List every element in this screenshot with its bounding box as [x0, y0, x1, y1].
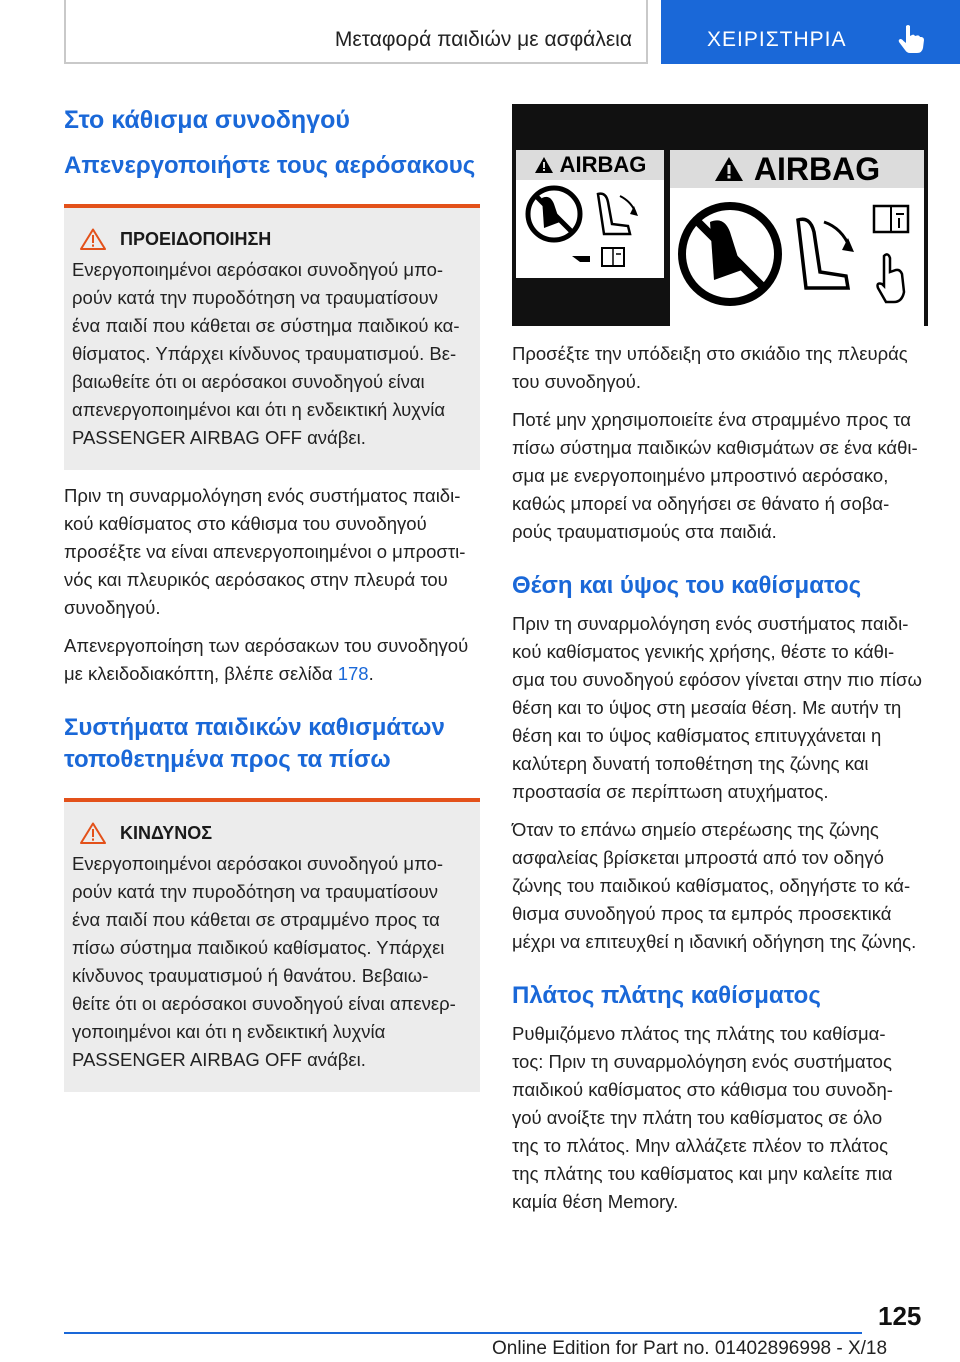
- airbag-band-large: [670, 150, 924, 188]
- tab-controls[interactable]: [661, 0, 960, 64]
- airbag-sun-visor-figure: [512, 104, 928, 326]
- tab-controls-label: ΧΕΙΡΙΣΤΗΡΙΑ: [707, 28, 847, 51]
- danger-heading: [80, 820, 472, 846]
- text-line: συνοδηγού.: [64, 597, 161, 618]
- danger-line: πίσω σύστημα παιδικού καθίσματος. Υπάρχει: [72, 937, 445, 958]
- paragraph-belt-anchor: [512, 816, 928, 956]
- warning-text: [72, 256, 472, 452]
- left-column: [64, 104, 480, 1092]
- hand-pointer-icon: [897, 24, 925, 54]
- text-line: καλύτερη δυνατή τοποθέτηση της ζώνης και: [512, 753, 869, 774]
- text-line: γού ανοίξτε την πλάτη του καθίσματος σε όλο: [512, 1107, 883, 1128]
- text-line: νός και πλευρικός αερόσακος στην πλευρά του: [64, 569, 448, 590]
- footer-divider: [64, 1332, 862, 1334]
- airbag-band-small: [516, 150, 664, 180]
- text-line: τος: Πριν τη συναρμολόγηση ενός συστήματος: [512, 1051, 892, 1072]
- warning-line: απενεργοποιημένοι και ότι η ενδεικτική λυχνία: [72, 399, 446, 420]
- text-line: σμα του συνοδηγού εφόσον γίνεται στην πιο πίσω: [512, 669, 922, 690]
- paragraph-sun-visor-note: [512, 340, 928, 396]
- text-line: κού καθίσματος στο κάθισμα του συνοδηγού: [64, 513, 427, 534]
- text-line: Όταν το επάνω σημείο στερέωσης της ζώνης: [512, 819, 879, 840]
- warning-triangle-icon: [714, 156, 744, 182]
- paragraph-never-use: [512, 406, 928, 546]
- danger-text: [72, 850, 472, 1074]
- warning-line: θίσματος. Υπάρχει κίνδυνος τραυματισμού. Βε-: [72, 343, 457, 364]
- text-line: καθώς μπορεί να οδηγήσει σε θάνατο ή σοβα-: [512, 493, 890, 514]
- airbag-label-small: [516, 150, 664, 278]
- text-line: σμα με ενεργοποιημένο μπροστινό αερόσακο,: [512, 465, 889, 486]
- warning-heading: [80, 226, 472, 252]
- text-line: καμία θέση Memory.: [512, 1191, 679, 1212]
- header-title-box: [64, 0, 648, 64]
- text-line: Προσέξτε την υπόδειξη στο σκιάδιο της πλευράς: [512, 343, 908, 364]
- text-line: θισμα συνοδηγού προς τα εμπρός προσεκτικά: [512, 903, 892, 924]
- paragraph-backrest-width: [512, 1020, 928, 1216]
- text-line: Ρυθμιζόμενο πλάτος της πλάτης του καθίσμα-: [512, 1023, 886, 1044]
- text-fragment: με κλειδοδιακόπτη, βλέπε σελίδα: [64, 663, 338, 684]
- warning-line: PASSENGER AIRBAG OFF ανάβει.: [72, 427, 366, 448]
- danger-line: Ενεργοποιημένοι αερόσακοι συνοδηγού μπο-: [72, 853, 444, 874]
- page-header: [64, 0, 960, 64]
- paragraph-before-install: [64, 482, 480, 622]
- no-rear-facing-seat-icon: [520, 184, 660, 274]
- text-line: παιδικού καθίσματος στο κάθισμα του συνοδη-: [512, 1079, 893, 1100]
- airbag-text-large: AIRBAG: [753, 150, 881, 187]
- danger-box: [64, 798, 480, 1092]
- warning-box: [64, 204, 480, 470]
- text-line: Πριν τη συναρμολόγηση ενός συστήματος παιδι-: [512, 613, 909, 634]
- subtitle-backrest-width: Πλάτος πλάτης καθίσματος: [512, 982, 821, 1009]
- danger-line: γοποιημένοι και ότι η ενδεικτική λυχνία: [72, 1021, 386, 1042]
- paragraph-key-switch: [64, 632, 480, 688]
- text-line: κού καθίσματος γενικής χρήσης, θέστε το κάθι-: [512, 641, 895, 662]
- danger-line: ρούν κατά την πυροδότηση να τραυματίσουν: [72, 881, 438, 902]
- right-column: [512, 104, 928, 1216]
- text-line: ρούς τραυματισμούς στα παιδιά.: [512, 521, 777, 542]
- text-fragment: .: [368, 663, 374, 684]
- danger-line: κίνδυνος τραυματισμού ή θανάτου. Βεβαιω-: [72, 965, 429, 986]
- warning-line: ρούν κατά την πυροδότηση να τραυματίσουν: [72, 287, 438, 308]
- danger-title: ΚΙΝΔΥΝΟΣ: [120, 822, 213, 843]
- subtitle-rear-facing-seats: [64, 712, 480, 776]
- text-line: πίσω σύστημα παιδικών καθισμάτων σε ένα κάθι-: [512, 437, 918, 458]
- warning-triangle-icon: [80, 228, 106, 250]
- airbag-text-small: AIRBAG: [559, 152, 647, 177]
- text-line: προσέξτε να είναι απενεργοποιημένοι ο μπροστι-: [64, 541, 466, 562]
- subtitle-deactivate-airbags: Απενεργοποιήστε τους αερόσακους: [64, 152, 476, 179]
- text-line: θέση και το ύψος καθίσματος επιτυγχάνεται η: [512, 725, 882, 746]
- warning-triangle-icon: [80, 822, 106, 844]
- danger-line: θείτε ότι οι αερόσακοι συνοδηγού είναι απενερ-: [72, 993, 456, 1014]
- text-line: ζώνης του παιδικού καθίσματος, οδηγήστε το κά-: [512, 875, 911, 896]
- warning-line: Ενεργοποιημένοι αερόσακοι συνοδηγού μπο-: [72, 259, 444, 280]
- text-line: του συνοδηγού.: [512, 371, 642, 392]
- warning-title: ΠΡΟΕΙΔΟΠΟΙΗΣΗ: [120, 228, 272, 249]
- text-line: Ποτέ μην χρησιμοποιείτε ένα στραμμένο προς τα: [512, 409, 912, 430]
- text-line: θέση και το ύψος στη μεσαία θέση. Με αυτήν τη: [512, 697, 902, 718]
- text-line: της πλάτης του καθίσματος και μην καλείτε πια: [512, 1163, 893, 1184]
- footer-edition: Online Edition for Part no. 01402896998 - X/18: [492, 1338, 888, 1359]
- airbag-label-large: [670, 150, 924, 326]
- heading-line: τοποθετημένα προς τα πίσω: [64, 746, 391, 773]
- text-line: ασφαλείας βρίσκεται μπροστά από τον οδηγό: [512, 847, 884, 868]
- text-line: [64, 660, 480, 688]
- page-number: 125: [878, 1301, 922, 1331]
- danger-line: ένα παιδί που κάθεται σε στραμμένο προς τα: [72, 909, 440, 930]
- warning-line: βαιωθείτε ότι οι αερόσακοι συνοδηγού είναι: [72, 371, 425, 392]
- page-link-178[interactable]: 178: [337, 663, 369, 684]
- warning-triangle-icon: [534, 156, 554, 174]
- section-title-passenger-seat: Στο κάθισμα συνοδηγού: [64, 106, 350, 134]
- text-line: Πριν τη συναρμολόγηση ενός συστήματος παιδι-: [64, 485, 461, 506]
- text-line: μέχρι να επιτευχθεί η ιδανική οδήγηση της ζώνης.: [512, 931, 917, 952]
- paragraph-seat-position: [512, 610, 928, 806]
- header-title: Μεταφορά παιδιών με ασφάλεια: [334, 28, 632, 51]
- warning-line: ένα παιδί που κάθεται σε σύστημα παιδικού κα-: [72, 315, 460, 336]
- heading-line: Συστήματα παιδικών καθισμάτων: [64, 714, 445, 741]
- no-rear-facing-seat-icon-large: [674, 192, 920, 322]
- text-line: της το πλάτος. Μην αλλάζετε πλέον το πλάτος: [512, 1135, 888, 1156]
- subtitle-seat-position-height: Θέση και ύψος του καθίσματος: [512, 572, 862, 599]
- danger-line: PASSENGER AIRBAG OFF ανάβει.: [72, 1049, 366, 1070]
- text-line: Απενεργοποίηση των αερόσακων του συνοδηγού: [64, 635, 469, 656]
- text-line: προστασία σε περίπτωση ατυχήματος.: [512, 781, 829, 802]
